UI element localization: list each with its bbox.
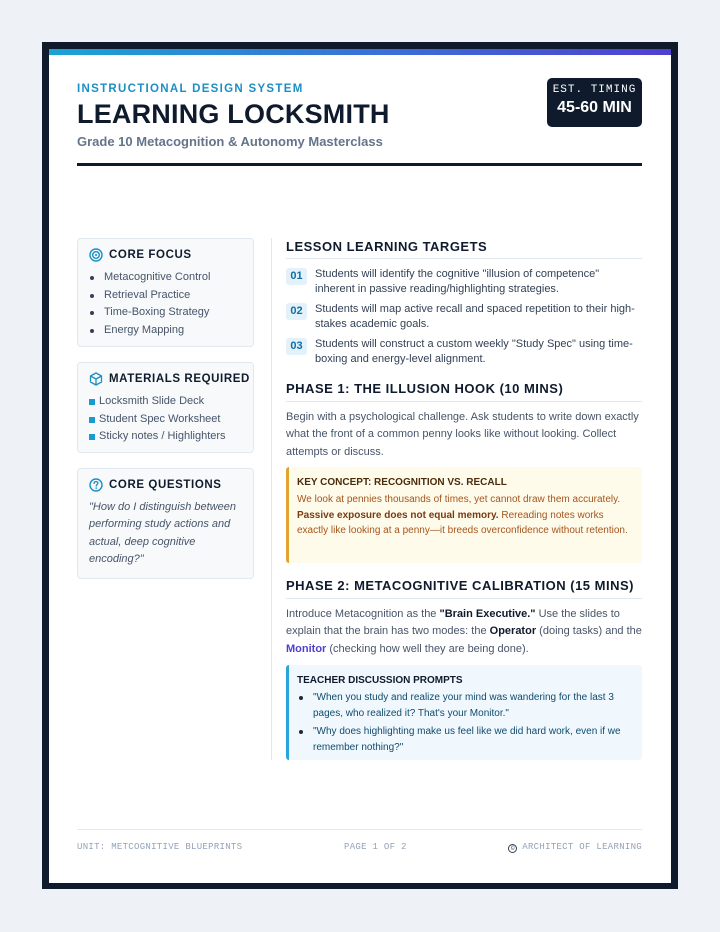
operator-term: Operator xyxy=(489,625,537,638)
column-divider xyxy=(271,238,272,760)
core-focus-list xyxy=(89,269,210,340)
list-item xyxy=(89,322,210,340)
discussion-prompts-title: TEACHER DISCUSSION PROMPTS xyxy=(297,675,463,686)
key-concept-title: KEY CONCEPT: RECOGNITION VS. RECALL xyxy=(297,477,507,488)
targets-heading-rule xyxy=(286,258,642,259)
discussion-prompts-list xyxy=(297,690,637,758)
key-concept-emphasis: Passive exposure does not equal memory. xyxy=(297,509,499,521)
bullet xyxy=(90,276,94,280)
target-text: Students will map active recall and spaced repetition to their high-stakes academic goals. xyxy=(315,303,635,330)
key-concept-body xyxy=(297,492,637,539)
phase2-body xyxy=(286,606,642,658)
targets-heading: LESSON LEARNING TARGETS xyxy=(286,239,488,254)
bullet xyxy=(299,730,303,734)
eyebrow-label: INSTRUCTIONAL DESIGN SYSTEM xyxy=(77,83,304,95)
core-questions-header xyxy=(89,478,222,492)
core-focus-header xyxy=(89,248,192,262)
footer-brand-label: ARCHITECT OF LEARNING xyxy=(522,842,642,852)
list-item-label: Energy Mapping xyxy=(104,324,185,337)
core-focus-title: CORE FOCUS xyxy=(109,249,192,261)
target-text: Students will identify the cognitive "illusion of competence" inherent in passive reading/highlighting strategies. xyxy=(315,268,600,295)
list-item xyxy=(89,411,226,429)
footer-brand xyxy=(508,842,642,853)
discussion-prompts-callout xyxy=(286,665,642,760)
phase1-heading: PHASE 1: THE ILLUSION HOOK (10 MINS) xyxy=(286,381,564,396)
box-icon xyxy=(89,372,103,386)
materials-list xyxy=(89,393,226,446)
phase2-text: (doing tasks) and the xyxy=(539,625,642,638)
list-item xyxy=(89,428,226,446)
list-item-label: Retrieval Practice xyxy=(104,288,191,301)
bullet xyxy=(90,329,94,333)
prompt-text: "Why does highlighting make us feel like we did hard work, even if we remember nothing?" xyxy=(313,726,621,753)
document-page xyxy=(49,49,671,883)
list-item xyxy=(89,304,210,322)
prompt-text: "When you study and realize your mind was wandering for the last 3 pages, who realized it? That's your Monitor." xyxy=(313,692,614,719)
question-icon xyxy=(89,478,103,492)
key-concept-callout xyxy=(286,467,642,563)
page-subtitle: Grade 10 Metacognition & Autonomy Masterclass xyxy=(77,134,383,149)
phase2-text: Use the slides to explain that the brain has two modes: the xyxy=(286,608,620,638)
target-icon xyxy=(89,248,103,262)
page-title: LEARNING LOCKSMITH xyxy=(77,99,390,129)
copyright-icon: © xyxy=(508,844,517,853)
footer-page-number: PAGE 1 OF 2 xyxy=(344,842,407,852)
bullet xyxy=(90,311,94,315)
target-number: 02 xyxy=(286,303,307,320)
core-questions-title: CORE QUESTIONS xyxy=(109,479,222,491)
phase2-text: (checking how well they are being done). xyxy=(329,642,529,655)
core-questions-card xyxy=(77,468,254,579)
bullet xyxy=(90,294,94,298)
list-item xyxy=(297,690,637,721)
list-item xyxy=(89,269,210,287)
core-focus-card xyxy=(77,238,254,347)
header-divider xyxy=(77,163,642,166)
core-question-quote: "How do I distinguish between performing study actions and actual, deep cognitive encoding?" xyxy=(89,501,236,565)
target-text: Students will construct a custom weekly "Study Spec" using time-boxing and energy-level alignment. xyxy=(315,338,633,365)
target-item xyxy=(286,302,635,331)
monitor-term: Monitor xyxy=(286,642,327,655)
bullet xyxy=(299,696,303,700)
phase2-heading-rule xyxy=(286,598,642,599)
list-item-label: Locksmith Slide Deck xyxy=(99,395,205,407)
list-item-label: Sticky notes / Highlighters xyxy=(99,430,226,443)
target-item xyxy=(286,337,635,366)
timing-badge xyxy=(547,78,642,127)
list-item xyxy=(297,724,637,755)
materials-card xyxy=(77,362,254,453)
list-item xyxy=(89,287,210,305)
brain-executive-term: "Brain Executive." xyxy=(439,608,536,620)
phase2-heading: PHASE 2: METACOGNITIVE CALIBRATION (15 MINS) xyxy=(286,578,634,593)
phase1-body: Begin with a psychological challenge. Ask students to write down exactly what the front of a common penny looks like without looking. Collect attempts or discuss. xyxy=(286,411,639,458)
list-item xyxy=(89,393,226,411)
list-item-label: Student Spec Worksheet xyxy=(99,412,221,425)
materials-title: MATERIALS REQUIRED xyxy=(109,373,250,385)
key-concept-lead: We look at pennies thousands of times, yet cannot draw them accurately. xyxy=(297,494,621,505)
materials-header xyxy=(89,372,250,386)
bullet xyxy=(89,399,95,405)
timing-label: EST. TIMING xyxy=(552,84,637,96)
target-item xyxy=(286,267,635,296)
footer-divider xyxy=(77,829,642,830)
phase2-text: Introduce Metacognition as the xyxy=(286,608,437,620)
list-item-label: Time-Boxing Strategy xyxy=(104,306,210,319)
list-item-label: Metacognitive Control xyxy=(104,271,211,283)
footer-unit: UNIT: METCOGNITIVE BLUEPRINTS xyxy=(77,842,243,852)
gradient-top-bar xyxy=(49,49,671,55)
bullet xyxy=(89,434,95,440)
timing-value: 45-60 MIN xyxy=(557,99,632,116)
bullet xyxy=(89,417,95,423)
target-number: 01 xyxy=(286,268,307,285)
key-concept-tail: Rereading notes works exactly like looking at a penny—it breeds overconfidence without retention. xyxy=(297,509,628,536)
target-number: 03 xyxy=(286,338,307,355)
phase1-heading-rule xyxy=(286,401,642,402)
